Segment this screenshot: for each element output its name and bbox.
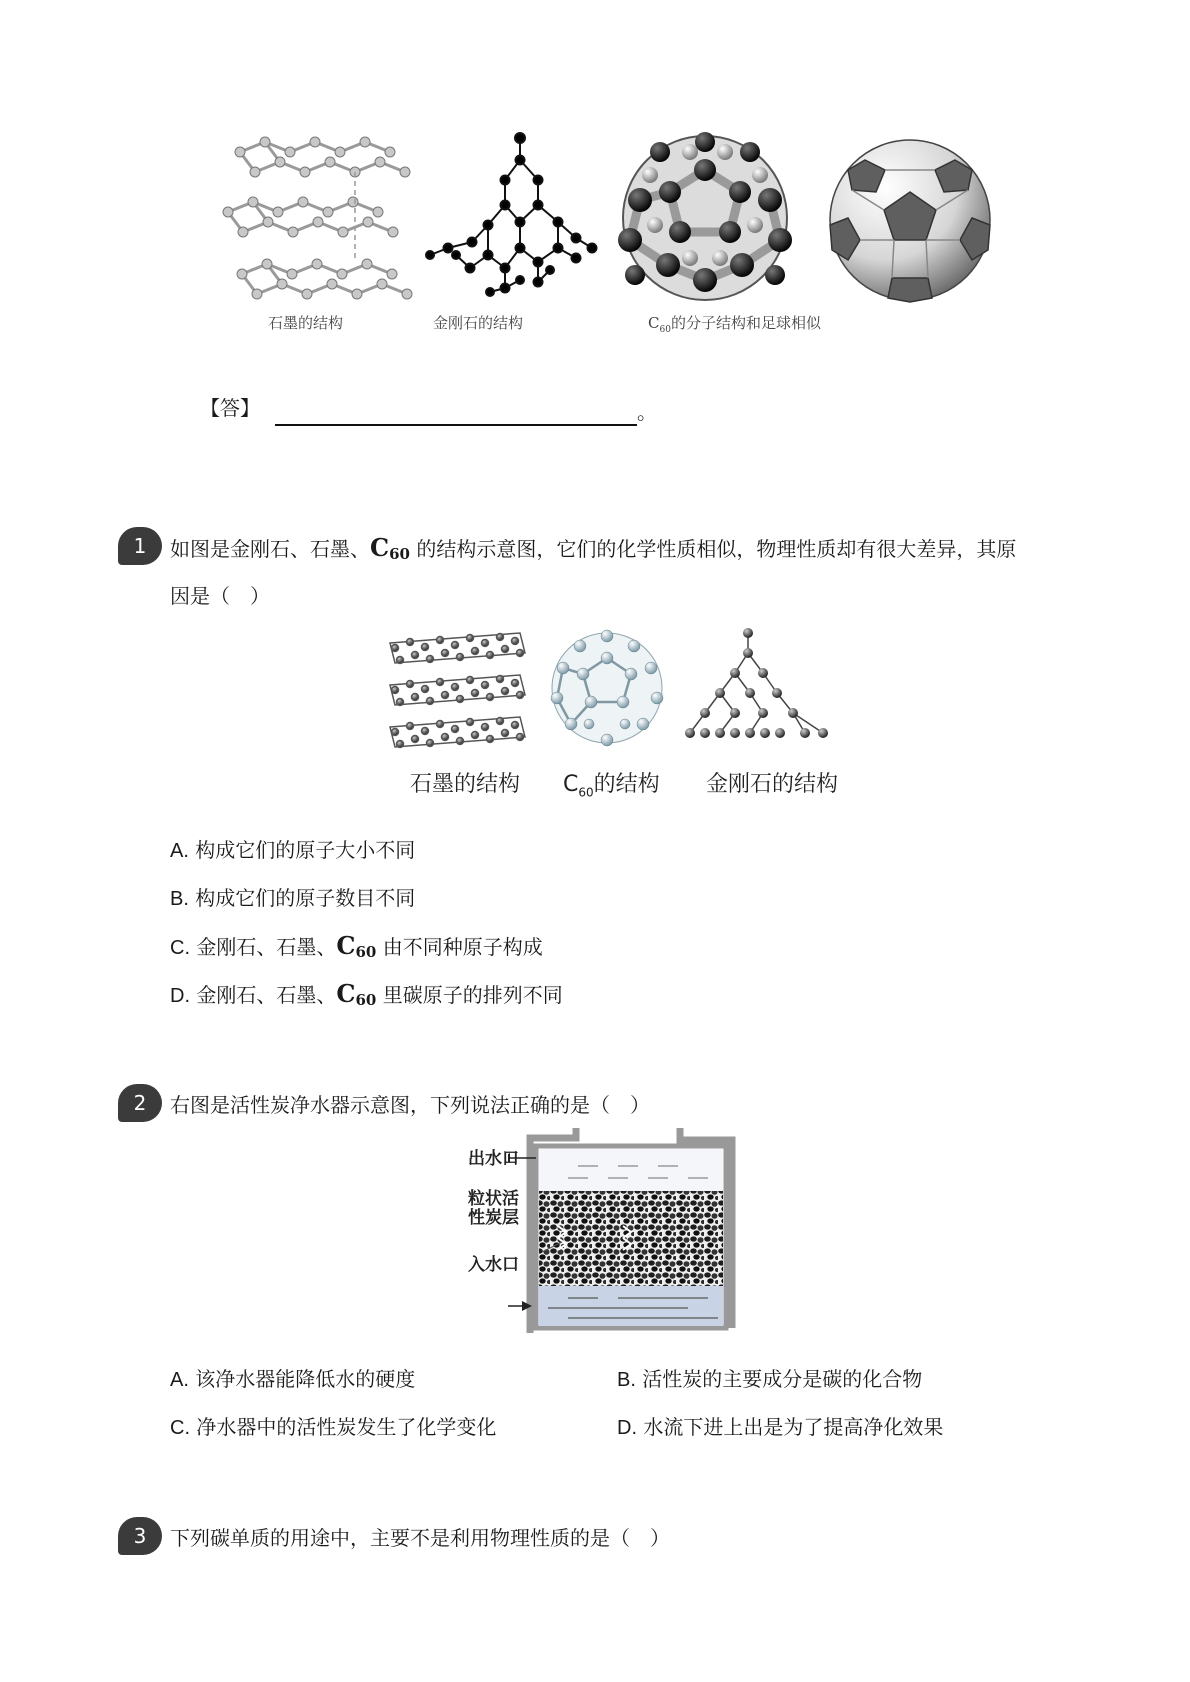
question-1-text-line2: 因是（ ） — [170, 584, 270, 608]
question-1-badge: 1 — [118, 527, 162, 565]
option-letter: D. — [617, 1417, 637, 1439]
option-text: 净水器中的活性炭发生了化学变化 — [196, 1415, 497, 1439]
q2-option-d[interactable] — [617, 1413, 943, 1442]
option-text: 构成它们的原子数目不同 — [195, 886, 416, 910]
question-2-text: 右图是活性炭净水器示意图，下列说法正确的是（ ） — [170, 1093, 650, 1117]
q1-diamond-image — [685, 628, 828, 738]
c60-symbol: C — [370, 533, 390, 562]
label-carbon-layer-2: 性炭层 — [468, 1208, 519, 1228]
option-letter: B. — [170, 888, 189, 910]
caption-c60-c: C — [648, 314, 660, 332]
c60-subscript: 60 — [355, 943, 377, 961]
question-1-text-part1: 如图是金刚石、石墨、 — [170, 537, 370, 561]
soccer-ball-image — [830, 140, 990, 302]
c60-subscript: 60 — [389, 545, 410, 563]
option-letter: C. — [170, 937, 190, 959]
question-1-figure — [385, 628, 855, 778]
question-1-text-part2: 的结构示意图，它们的化学性质相似，物理性质却有很大差异，其原 — [416, 537, 1017, 561]
answer-blank[interactable] — [275, 424, 637, 426]
caption-c60-rest: 的分子结构和足球相似 — [670, 314, 821, 332]
c60-molecule-image — [618, 132, 792, 300]
graphite-structure-image — [223, 137, 412, 299]
caption-c60-soccer — [648, 312, 821, 335]
q1-graphite-image — [390, 633, 525, 748]
q1-option-b[interactable] — [170, 884, 415, 913]
option-letter: A. — [170, 1369, 189, 1391]
q1-option-c[interactable] — [170, 932, 543, 966]
option-text: 活性炭的主要成分是碳的化合物 — [642, 1367, 923, 1391]
q1-option-a[interactable] — [170, 836, 415, 865]
answer-end: 。 — [637, 400, 657, 424]
question-1-text — [170, 534, 1016, 568]
c60-symbol: C — [336, 979, 356, 1008]
caption-c60-sub: 60 — [659, 325, 671, 335]
label-inlet: 入水口 — [468, 1255, 519, 1275]
q1-caption-c60-sub: 60 — [578, 785, 594, 800]
option-text: 水流下进上出是为了提高净化效果 — [643, 1415, 944, 1439]
c60-subscript: 60 — [355, 991, 377, 1009]
answer-label: 【答】 — [200, 396, 260, 420]
question-3-text: 下列碳单质的用途中，主要不是利用物理性质的是（ ） — [170, 1526, 670, 1550]
c60-symbol: C — [336, 931, 356, 960]
option-letter: A. — [170, 840, 189, 862]
c60-formula — [336, 931, 376, 960]
option-text: 金刚石、石墨、 — [196, 983, 337, 1007]
question-3-badge: 3 — [118, 1517, 162, 1555]
option-text: 构成它们的原子大小不同 — [195, 838, 416, 862]
q1-option-d[interactable] — [170, 980, 563, 1014]
option-letter: B. — [617, 1369, 636, 1391]
option-letter: C. — [170, 1417, 190, 1439]
label-outlet: 出水口 — [468, 1149, 519, 1169]
top-figure — [220, 130, 1010, 330]
water-purifier-diagram — [508, 1128, 738, 1333]
option-text: 该净水器能降低水的硬度 — [195, 1367, 416, 1391]
option-text-rest: 里碳原子的排列不同 — [382, 983, 563, 1007]
q1-caption-c60-rest: 的结构 — [593, 772, 660, 797]
diamond-structure-image — [426, 133, 597, 296]
q2-option-c[interactable] — [170, 1413, 496, 1442]
q1-caption-diamond: 金刚石的结构 — [706, 772, 839, 797]
q1-caption-c60-c: C — [563, 772, 579, 797]
option-text-rest: 由不同种原子构成 — [382, 935, 543, 959]
option-text: 金刚石、石墨、 — [196, 935, 337, 959]
caption-graphite: 石墨的结构 — [268, 314, 344, 332]
q2-option-a[interactable] — [170, 1365, 415, 1394]
label-carbon-layer-1: 粒状活 — [468, 1189, 519, 1209]
q1-c60-image — [551, 630, 663, 746]
c60-formula — [370, 533, 410, 562]
option-letter: D. — [170, 985, 190, 1007]
c60-formula — [336, 979, 376, 1008]
q1-caption-graphite: 石墨的结构 — [410, 772, 521, 797]
q2-option-b[interactable] — [617, 1365, 922, 1394]
question-2-badge: 2 — [118, 1084, 162, 1122]
caption-diamond: 金刚石的结构 — [433, 314, 524, 332]
q1-caption-c60 — [563, 767, 660, 799]
